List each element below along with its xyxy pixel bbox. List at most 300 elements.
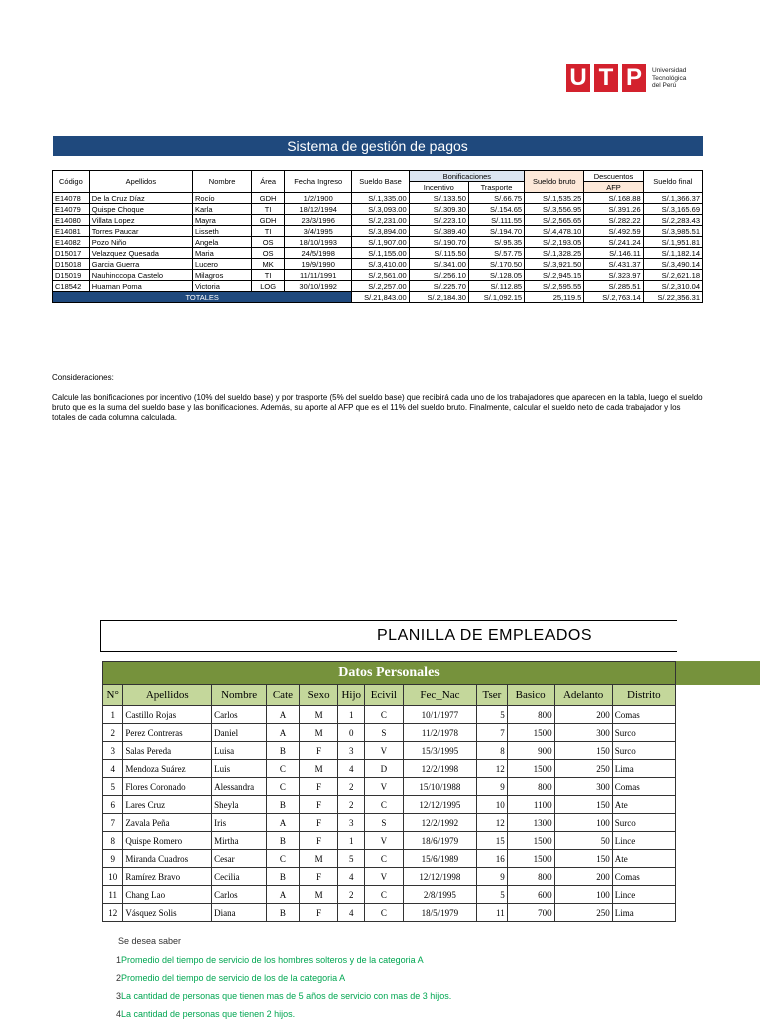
planilla-cell: 100 (554, 814, 612, 832)
payment-cell: S/.223.10 (409, 215, 468, 226)
payment-cell: S/.389.40 (409, 226, 468, 237)
payment-cell: S/.66.75 (468, 193, 524, 204)
planilla-cell: Flores Coronado (123, 778, 212, 796)
payment-cell: S/.241.24 (584, 237, 643, 248)
planilla-row (103, 850, 676, 868)
planilla-cell: 15/3/1995 (403, 742, 476, 760)
payment-cell: S/.3,894.00 (352, 226, 409, 237)
question-text: La cantidad de personas que tienen 2 hijos. (121, 1009, 296, 1019)
payment-cell: Rocío (193, 193, 252, 204)
planilla-cell: 7 (103, 814, 123, 832)
planilla-row (103, 832, 676, 850)
planilla-cell: 250 (554, 760, 612, 778)
planilla-cell: A (267, 886, 300, 904)
col-fecha: Fecha Ingreso (284, 171, 351, 193)
payment-cell: LOG (252, 281, 285, 292)
col-codigo: Código (53, 171, 90, 193)
payment-cell: S/.1,335.00 (352, 193, 409, 204)
planilla-cell: V (364, 868, 403, 886)
payments-table (52, 136, 703, 303)
payment-cell: S/.1,155.00 (352, 248, 409, 259)
planilla-col-header: Nombre (212, 685, 267, 706)
payment-cell: De la Cruz Díaz (89, 193, 192, 204)
planilla-cell: F (299, 832, 338, 850)
planilla-cell: Alessandra (212, 778, 267, 796)
planilla-cell: 10 (477, 796, 508, 814)
planilla-cell: Carlos (212, 706, 267, 724)
payment-cell: S/.1,366.37 (643, 193, 702, 204)
payment-cell: S/.1,182.14 (643, 248, 702, 259)
question-item (116, 955, 424, 965)
planilla-cell: 12/12/1995 (403, 796, 476, 814)
payment-cell: S/.492.59 (584, 226, 643, 237)
payment-cell: OS (252, 248, 285, 259)
payment-cell: S/.1,535.25 (525, 193, 584, 204)
payment-cell: MK (252, 259, 285, 270)
datos-personales-header: Datos Personales (103, 662, 676, 685)
planilla-row (103, 706, 676, 724)
payment-cell: S/.225.70 (409, 281, 468, 292)
planilla-cell: Lima (612, 904, 675, 922)
planilla-cell: F (299, 904, 338, 922)
payment-cell: Torres Paucar (89, 226, 192, 237)
planilla-cell: Lares Cruz (123, 796, 212, 814)
col-trasporte: Trasporte (468, 182, 524, 193)
payment-cell: S/.1,328.25 (525, 248, 584, 259)
payment-cell: S/.2,231.00 (352, 215, 409, 226)
planilla-cell: 200 (554, 706, 612, 724)
planilla-row (103, 814, 676, 832)
payment-cell: Angela (193, 237, 252, 248)
planilla-cell: 800 (507, 778, 554, 796)
planilla-cell: Ate (612, 850, 675, 868)
planilla-cell: 1500 (507, 724, 554, 742)
planilla-cell: 11 (103, 886, 123, 904)
payment-cell: E14082 (53, 237, 90, 248)
payment-cell: Quispe Choque (89, 204, 192, 215)
payment-cell: S/.1,951.81 (643, 237, 702, 248)
planilla-cell: Surco (612, 742, 675, 760)
payment-cell: OS (252, 237, 285, 248)
planilla-cell: C (267, 850, 300, 868)
payment-row (53, 215, 703, 226)
planilla-cell: 1 (103, 706, 123, 724)
payment-cell: S/.115.50 (409, 248, 468, 259)
planilla-cell: V (364, 778, 403, 796)
total-sueldo-final: S/.22,356.31 (643, 292, 702, 303)
payment-cell: S/.309.30 (409, 204, 468, 215)
planilla-col-header: Tser (477, 685, 508, 706)
planilla-cell: 9 (477, 778, 508, 796)
payment-cell: S/.2,283.43 (643, 215, 702, 226)
planilla-cell: Cecilia (212, 868, 267, 886)
planilla-cell: 2 (338, 778, 365, 796)
col-sueldo-final: Sueldo final (643, 171, 702, 193)
planilla-cell: Surco (612, 724, 675, 742)
planilla-cell: F (299, 868, 338, 886)
planilla-cell: 10 (103, 868, 123, 886)
payment-cell: Pozo Niño (89, 237, 192, 248)
payment-cell: S/.57.75 (468, 248, 524, 259)
planilla-cell: Miranda Cuadros (123, 850, 212, 868)
payment-cell: S/.112.85 (468, 281, 524, 292)
question-number: 1 (116, 955, 122, 965)
col-incentivo: Incentivo (409, 182, 468, 193)
planilla-cell: Comas (612, 706, 675, 724)
payment-cell: TI (252, 270, 285, 281)
planilla-cell: F (299, 814, 338, 832)
planilla-cell: Cesar (212, 850, 267, 868)
payment-cell: D15018 (53, 259, 90, 270)
planilla-col-header: Ecivil (364, 685, 403, 706)
payment-cell: Lucero (193, 259, 252, 270)
planilla-cell: 5 (477, 706, 508, 724)
planilla-cell: 0 (338, 724, 365, 742)
payment-cell: TI (252, 226, 285, 237)
payment-cell: S/.3,921.50 (525, 259, 584, 270)
payment-cell: Maria (193, 248, 252, 259)
planilla-cell: 4 (338, 760, 365, 778)
planilla-cell: S (364, 814, 403, 832)
planilla-cell: Quispe Romero (123, 832, 212, 850)
payment-cell: S/.3,985.51 (643, 226, 702, 237)
planilla-cell: B (267, 742, 300, 760)
payment-cell: E14079 (53, 204, 90, 215)
planilla-cell: 4 (338, 904, 365, 922)
planilla-cell: 3 (103, 742, 123, 760)
logo-subtitle: Universidad Tecnológica del Perú (652, 67, 687, 89)
planilla-cell: Comas (612, 778, 675, 796)
planilla-cell: V (364, 742, 403, 760)
planilla-cell: C (364, 886, 403, 904)
planilla-cell: 50 (554, 832, 612, 850)
question-number: 2 (116, 973, 122, 983)
planilla-cell: 1 (338, 832, 365, 850)
planilla-table (102, 661, 676, 922)
payment-row (53, 259, 703, 270)
planilla-row (103, 724, 676, 742)
planilla-cell: M (299, 724, 338, 742)
payment-cell: Karla (193, 204, 252, 215)
payment-cell: C18542 (53, 281, 90, 292)
planilla-cell: 12 (103, 904, 123, 922)
planilla-cell: 12/2/1998 (403, 760, 476, 778)
payment-cell: GDH (252, 215, 285, 226)
payment-cell: S/.2,565.65 (525, 215, 584, 226)
payment-cell: S/.2,561.00 (352, 270, 409, 281)
planilla-col-header: Fec_Nac (403, 685, 476, 706)
payment-cell: 18/10/1993 (284, 237, 351, 248)
planilla-cell: 5 (103, 778, 123, 796)
planilla-cell: D (364, 760, 403, 778)
planilla-cell: Daniel (212, 724, 267, 742)
planilla-cell: 12/12/1998 (403, 868, 476, 886)
planilla-cell: A (267, 724, 300, 742)
question-item (116, 973, 345, 983)
questions-intro (118, 936, 181, 946)
planilla-cell: 15 (477, 832, 508, 850)
payment-row (53, 226, 703, 237)
planilla-cell: 9 (477, 868, 508, 886)
payment-cell: S/.170.50 (468, 259, 524, 270)
payment-cell: S/.190.70 (409, 237, 468, 248)
col-bonificaciones: Bonificaciones (409, 171, 524, 182)
payment-cell: S/.2,621.18 (643, 270, 702, 281)
payment-cell: S/.194.70 (468, 226, 524, 237)
payment-cell: S/.128.05 (468, 270, 524, 281)
planilla-cell: S (364, 724, 403, 742)
planilla-cell: Luis (212, 760, 267, 778)
planilla-cell: Ate (612, 796, 675, 814)
planilla-col-header: N° (103, 685, 123, 706)
planilla-cell: Sheyla (212, 796, 267, 814)
planilla-cell: 200 (554, 868, 612, 886)
planilla-cell: 3 (338, 742, 365, 760)
question-number: 4 (116, 1009, 122, 1019)
payment-cell: D15019 (53, 270, 90, 281)
question-text: La cantidad de personas que tienen mas de 5 años de servicio con mas de 3 hijos. (121, 991, 452, 1001)
payment-cell: E14081 (53, 226, 90, 237)
planilla-cell: 12 (477, 760, 508, 778)
planilla-cell: 1300 (507, 814, 554, 832)
planilla-cell: C (364, 796, 403, 814)
payment-cell: S/.341.00 (409, 259, 468, 270)
planilla-cell: B (267, 868, 300, 886)
consideraciones-text: Calcule las bonificaciones por incentivo (10% del sueldo base) y por trasporte (5% del sueldo base) que recibirá cada uno de los trabajadores que aparecen en la tabla, luego el sueldo bruto que es la suma del sueldo base y las bonificaciones. Además, su aporte al AFP que es el 11% del sueldo bruto. Finalmente, calcular el sueldo neto de cada trabajador y los totales de cada columna calculada. (52, 393, 703, 422)
planilla-row (103, 868, 676, 886)
planilla-cell: 1500 (507, 760, 554, 778)
planilla-cell: A (267, 814, 300, 832)
planilla-cell: 3 (338, 814, 365, 832)
planilla-row (103, 778, 676, 796)
payment-cell: S/.391.26 (584, 204, 643, 215)
planilla-row (103, 760, 676, 778)
payment-cell: 11/11/1991 (284, 270, 351, 281)
planilla-cell: 150 (554, 742, 612, 760)
payment-cell: S/.4,478.10 (525, 226, 584, 237)
payment-cell: D15017 (53, 248, 90, 259)
col-descuentos: Descuentos (584, 171, 643, 182)
planilla-cell: 10/1/1977 (403, 706, 476, 724)
planilla-cell: 2 (103, 724, 123, 742)
planilla-cell: 2/8/1995 (403, 886, 476, 904)
planilla-cell: M (299, 850, 338, 868)
planilla-cell: Castillo Rojas (123, 706, 212, 724)
planilla-col-header: Distrito (612, 685, 675, 706)
total-trasporte: S/.1,092.15 (468, 292, 524, 303)
payment-cell: 30/10/1992 (284, 281, 351, 292)
planilla-cell: 4 (103, 760, 123, 778)
total-incentivo: S/.2,184.30 (409, 292, 468, 303)
planilla-cell: A (267, 706, 300, 724)
payment-cell: Nauhinccopa Castelo (89, 270, 192, 281)
payment-row (53, 237, 703, 248)
planilla-row (103, 796, 676, 814)
planilla-col-header: Sexo (299, 685, 338, 706)
payment-cell: Mayra (193, 215, 252, 226)
planilla-cell: 150 (554, 796, 612, 814)
planilla-cell: 700 (507, 904, 554, 922)
planilla-cell: Zavala Peña (123, 814, 212, 832)
payment-cell: S/.95.35 (468, 237, 524, 248)
payment-row (53, 281, 703, 292)
payment-row (53, 204, 703, 215)
payment-cell: 3/4/1995 (284, 226, 351, 237)
payment-cell: S/.154.65 (468, 204, 524, 215)
col-apellidos: Apellidos (89, 171, 192, 193)
planilla-cell: C (364, 706, 403, 724)
payment-cell: S/.2,310.04 (643, 281, 702, 292)
planilla-cell: 1500 (507, 832, 554, 850)
col-nombre: Nombre (193, 171, 252, 193)
planilla-cell: 15/10/1988 (403, 778, 476, 796)
payment-cell: S/.431.37 (584, 259, 643, 270)
planilla-cell: 150 (554, 850, 612, 868)
col-sueldo-base: Sueldo Base (352, 171, 409, 193)
planilla-cell: 250 (554, 904, 612, 922)
payment-cell: S/.133.50 (409, 193, 468, 204)
planilla-col-header: Basico (507, 685, 554, 706)
planilla-cell: Salas Pereda (123, 742, 212, 760)
payment-cell: Villata Lopez (89, 215, 192, 226)
payment-cell: S/.256.10 (409, 270, 468, 281)
planilla-cell: 5 (477, 886, 508, 904)
payment-cell: Huaman Poma (89, 281, 192, 292)
payment-cell: Milagros (193, 270, 252, 281)
planilla-row (103, 904, 676, 922)
planilla-cell: Lince (612, 886, 675, 904)
question-text: Promedio del tiempo de servicio de los de la categoria A (121, 973, 346, 983)
totales-label: TOTALES (53, 292, 352, 303)
payment-cell: 18/12/1994 (284, 204, 351, 215)
planilla-cell: Luisa (212, 742, 267, 760)
planilla-cell: Iris (212, 814, 267, 832)
payment-cell: 24/5/1998 (284, 248, 351, 259)
payment-cell: S/.2,257.00 (352, 281, 409, 292)
planilla-cell: B (267, 796, 300, 814)
planilla-cell: 2 (338, 886, 365, 904)
planilla-cell: M (299, 706, 338, 724)
consideraciones-title: Consideraciones: (52, 373, 114, 382)
planilla-cell: Chang Lao (123, 886, 212, 904)
planilla-cell: B (267, 832, 300, 850)
payment-row (53, 270, 703, 281)
payment-cell: S/.285.51 (584, 281, 643, 292)
planilla-row (103, 742, 676, 760)
logo-letter-u: U (566, 64, 590, 92)
planilla-cell: 100 (554, 886, 612, 904)
planilla-cell: V (364, 832, 403, 850)
planilla-cell: Comas (612, 868, 675, 886)
planilla-cell: F (299, 778, 338, 796)
question-item (116, 991, 451, 1001)
planilla-cell: 18/6/1979 (403, 832, 476, 850)
planilla-cell: 800 (507, 868, 554, 886)
payment-cell: S/.3,165.69 (643, 204, 702, 215)
payments-title: Sistema de gestión de pagos (53, 136, 703, 156)
planilla-title: PLANILLA DE EMPLEADOS (100, 620, 677, 652)
planilla-cell: 2 (338, 796, 365, 814)
question-item (116, 1009, 295, 1019)
payment-cell: S/.2,193.05 (525, 237, 584, 248)
planilla-cell: Surco (612, 814, 675, 832)
payment-cell: Garcia Guerra (89, 259, 192, 270)
planilla-cell: 9 (103, 850, 123, 868)
planilla-cell: Lima (612, 760, 675, 778)
questions-intro-text: Se desea saber (118, 936, 182, 946)
col-sueldo-bruto: Sueldo bruto (525, 171, 584, 193)
logo-letter-t: T (594, 64, 618, 92)
section-bar-extension (676, 661, 760, 685)
planilla-cell: M (299, 886, 338, 904)
planilla-cell: Carlos (212, 886, 267, 904)
planilla-col-header: Hijo (338, 685, 365, 706)
planilla-cell: M (299, 760, 338, 778)
planilla-cell: 7 (477, 724, 508, 742)
planilla-cell: 15/6/1989 (403, 850, 476, 868)
planilla-cell: 800 (507, 706, 554, 724)
planilla-cell: 300 (554, 778, 612, 796)
planilla-cell: 8 (103, 832, 123, 850)
payment-cell: S/.2,595.55 (525, 281, 584, 292)
payment-cell: E14080 (53, 215, 90, 226)
payment-cell: S/.282.22 (584, 215, 643, 226)
payment-cell: 23/3/1996 (284, 215, 351, 226)
payment-cell: S/.3,490.14 (643, 259, 702, 270)
planilla-cell: Ramírez Bravo (123, 868, 212, 886)
planilla-cell: C (364, 904, 403, 922)
planilla-cell: 1500 (507, 850, 554, 868)
question-text: Promedio del tiempo de servicio de los hombres solteros y de la categoria A (121, 955, 424, 965)
logo-letter-p: P (622, 64, 646, 92)
payment-cell: S/.1,907.00 (352, 237, 409, 248)
planilla-cell: B (267, 904, 300, 922)
planilla-cell: Diana (212, 904, 267, 922)
question-number: 3 (116, 991, 122, 1001)
total-sueldo-base: S/.21,843.00 (352, 292, 409, 303)
payment-cell: E14078 (53, 193, 90, 204)
planilla-cell: 8 (477, 742, 508, 760)
payment-cell: Lisseth (193, 226, 252, 237)
planilla-cell: 1100 (507, 796, 554, 814)
planilla-cell: C (267, 760, 300, 778)
planilla-cell: Lince (612, 832, 675, 850)
payment-row (53, 193, 703, 204)
planilla-cell: 4 (338, 868, 365, 886)
planilla-cell: F (299, 796, 338, 814)
total-afp: S/.2,763.14 (584, 292, 643, 303)
payment-cell: S/.3,093.00 (352, 204, 409, 215)
planilla-cell: 11/2/1978 (403, 724, 476, 742)
planilla-cell: 300 (554, 724, 612, 742)
planilla-cell: 900 (507, 742, 554, 760)
payment-cell: S/.111.55 (468, 215, 524, 226)
payment-row (53, 248, 703, 259)
planilla-col-header: Apellidos (123, 685, 212, 706)
payment-cell: TI (252, 204, 285, 215)
payment-cell: S/.146.11 (584, 248, 643, 259)
planilla-row (103, 886, 676, 904)
total-sueldo-bruto: 25,119.5 (525, 292, 584, 303)
payment-cell: S/.2,945.15 (525, 270, 584, 281)
col-area: Área (252, 171, 285, 193)
payment-cell: 1/2/1900 (284, 193, 351, 204)
planilla-cell: Mendoza Suárez (123, 760, 212, 778)
planilla-cell: 18/5/1979 (403, 904, 476, 922)
payment-cell: S/.323.97 (584, 270, 643, 281)
payment-cell: GDH (252, 193, 285, 204)
planilla-cell: 6 (103, 796, 123, 814)
